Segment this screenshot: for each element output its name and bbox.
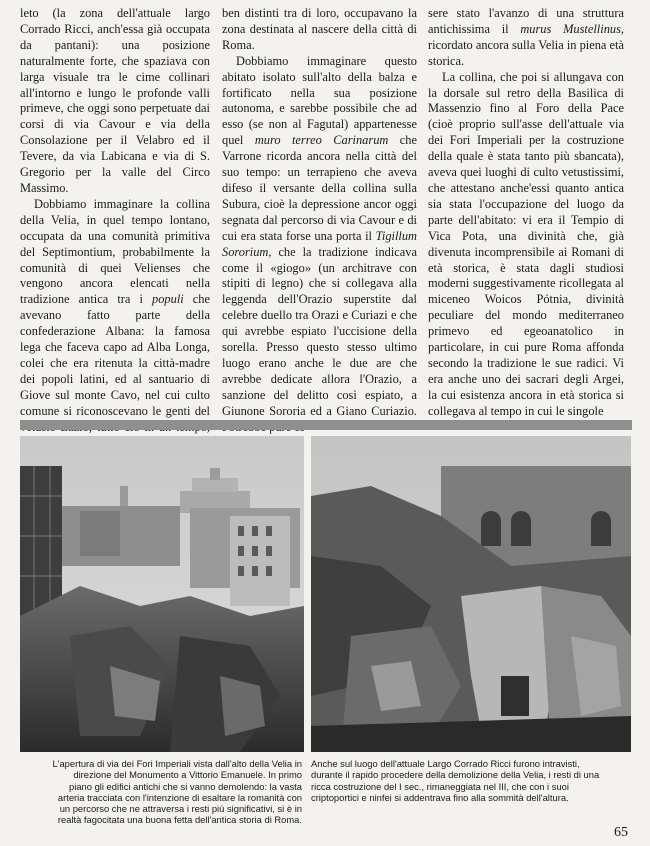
paragraph-text: che avevano fatto parte della confederazione Albana: la famosa lega che faceva capo ad Alba Longa, colei che era ritenuta la città-madre dei popoli latini, ed al santuario di Giove sul monte Cavo, nel cui culto comune si riconoscevano le genti del <box>20 292 210 418</box>
italic-term: murus Mustellinus, <box>520 21 624 36</box>
paragraph-text: che Varrone ricorda ancora nella città del suo tempo: un terrapieno che aveva difeso il versante della collina sulla Subura, cioè la depressione ancor oggi segnata dal percorso di via Cavour e di cui era stata forse una porta il <box>222 133 418 243</box>
photo-largo-corrado-ricci <box>311 436 631 752</box>
paragraph <box>222 54 417 436</box>
paragraph-text: che la tradizione indicava come il «giogo» (un architrave con stipiti di legno) che si collegava alla leggenda dell'Orazio superstite dal celebre duello tra Orazi e Curiazi e che qui avrebbe espiato l'uccisione della sorella. Presso questo stesso ultimo luogo erano anche le due are che avrebbe dedicate allora l'Orazio, a sanzione del delitto così espiato, a Giunone Sororia ed a Giano Curiazio. <box>222 244 417 418</box>
page-number: 65 <box>614 825 628 840</box>
text-column-3 <box>428 6 624 420</box>
section-divider <box>20 420 632 430</box>
photo-image <box>20 436 304 752</box>
photo-image <box>311 436 631 752</box>
paragraph-text: leto (la zona dell'attuale largo Corrado Ricci, anch'essa già occupata da pantani): una posizione naturalmente forte, che spaziava con larga visuale tra le cime collinari all'intorno e lungo le profonde valli primeve, che oggi sono perpetuate dai corsi di via Cavour e via della Consolazione per il Velabro ed il Tevere, da via Labicana e via di S. Gregorio per la valle del Circo Massimo. <box>20 6 210 195</box>
italic-term: Tigillum Sororium, <box>222 228 417 259</box>
paragraph <box>222 6 417 54</box>
photo-caption-left: L'apertura di via dei Fori Imperiali vista dall'alto della Velia in direzione del Monumento a Vittorio Emanuele. In primo piano gli edifici antichi che si vanno demolendo: la vasta arteria tracciata con l'intenzione di esaltare la romanità con un percorso che ne attraversa i resti più significativi, si è in realtà fagocitata una buona fetta dell'antica storia di Roma. <box>52 758 302 826</box>
paragraph-text: Dobbiamo immaginare la collina della Velia, in quel tempo lontano, occupata da una comunità primitiva del Septimontium, probabilmente la comunità di quei Velienses che vengono ancora elencati nella tradizione antica tra i <box>20 196 210 307</box>
paragraph <box>20 6 210 197</box>
italic-term: populi <box>152 292 184 307</box>
paragraph-text: sere stato l'avanzo di una struttura antichissima il <box>428 6 624 36</box>
paragraph-text: La collina, che poi si allungava con la dorsale sul retro della Basilica di Massenzio fino al Foro della Pace (cioè proprio sull'asse dell'attuale via dei Fori Imperiali per la costruzione della quale è stata tanto più sbancata), aveva quei luoghi di culto vetustissimi, che attestano anche'essi quanto antica sia stata l'occupazione del luogo da parte dell'abitato: vi era il Tempio di Vica Pota, una divinità che, già divenuta incomprensibile ai Romani di età storica, è stata dagli studiosi moderni suggestivamente ricollegata al miceneo Woicos Pótnia, divinità peculiare del mondo mediterraneo primevo ed egeoanatolico in particolare, in cui pure Roma affonda secondo la tradizione le sue radici. Vi era anche uno dei sacrari degli Argei, la cui esistenza ancora in età storica si collegava al tempo in cui le singole <box>428 69 624 418</box>
paragraph-text: ben distinti tra di loro, occupavano la zona destinata al nascere della città di Roma. <box>222 6 417 52</box>
text-column-2 <box>222 6 417 435</box>
paragraph <box>428 70 624 420</box>
italic-term: muro terreo Carinarum <box>254 133 389 148</box>
paragraph <box>428 6 624 70</box>
text-column-1 <box>20 6 210 467</box>
photo-caption-right: Anche sul luogo dell'attuale Largo Corrado Ricci furono intravisti, durante il rapido procedere della demolizione della Velia, i resti di una ricca costruzione del I sec., rimaneggiata nel III, che con i suoi criptoportici e ninfei si addentrava fino alla sommità dell'altura. <box>311 758 600 803</box>
paragraph-text: Dobbiamo immaginare questo abitato isolato sull'alto della balza e fortificato nella sua posizione autonoma, e sarebbe possibile che ad esso (se non al Fagutal) appartenesse quel <box>222 53 417 148</box>
photo-via-fori-imperiali <box>20 436 304 752</box>
paragraph-text: ricordato ancora sulla Velia in piena età storica. <box>428 37 624 68</box>
